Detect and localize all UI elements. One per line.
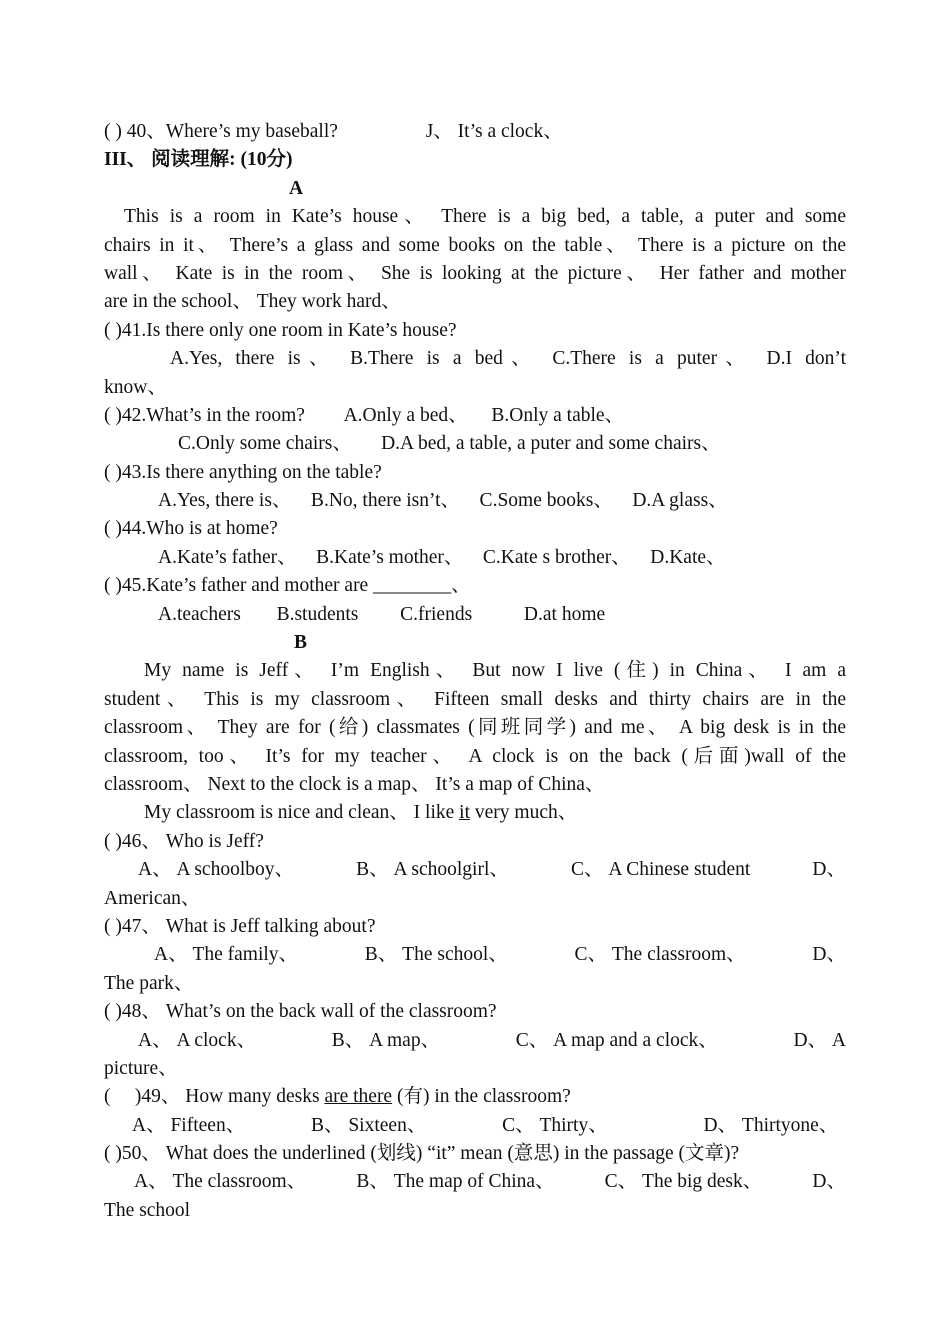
q49-stem-pre: ( )49、 How many desks	[104, 1086, 325, 1108]
q48-option-b: B、 A map、	[331, 1029, 441, 1051]
q42-stem-row	[104, 402, 846, 430]
q42-options-2: C.Only some chairs、 D.A bed, a table, a puter and some chairs、	[178, 433, 721, 455]
q47-option-c: C、 The classroom、	[574, 944, 746, 966]
passage-a-line-4: are in the school、 They work hard、	[104, 291, 401, 313]
q46-option-c: C、 A Chinese student	[571, 859, 751, 881]
q48-option-c: C、 A map and a clock、	[515, 1029, 718, 1051]
q45-option-a: A.teachers	[158, 603, 241, 625]
q42-option-b: B.Only a table、	[491, 404, 625, 426]
q49-option-a: A、 Fifteen、	[132, 1114, 246, 1136]
worksheet-page	[104, 118, 846, 1225]
passage-b-line-5: classroom、 Next to the clock is a map、 It’s a map of China、	[104, 773, 605, 795]
q45-option-b: B.students	[276, 603, 359, 625]
q43-stem: ( )43.Is there anything on the table?	[104, 461, 382, 483]
q42-option-a: A.Only a bed、	[343, 404, 468, 426]
q49-option-d: D、 Thirtyone、	[703, 1114, 839, 1136]
passage-b-label: B	[294, 632, 308, 654]
q41-wrap: know、	[104, 376, 167, 398]
section-title: III、 阅读理解: (10分)	[104, 149, 293, 171]
q40-answer: J、 It’s a clock、	[425, 121, 563, 142]
q46-options	[104, 856, 846, 884]
q44-options: A.Kate’s father、 B.Kate’s mother、 C.Kate s brother、 D.Kate、	[158, 546, 726, 568]
q46-option-d: D、	[812, 859, 846, 881]
passage-a-line-3: wall、 Kate is in the room、 She is looking at the picture、 Her father and mother	[104, 262, 846, 284]
q49-options	[104, 1112, 846, 1140]
passage-b-line-2: student、 This is my classroom、 Fifteen small desks and thirty chairs are in the	[104, 688, 846, 710]
q44-stem: ( )44.Who is at home?	[104, 518, 278, 540]
passage-b-last-post: very much、	[470, 802, 578, 824]
q49-stem	[104, 1083, 846, 1111]
q46-option-b: B、 A schoolgirl、	[356, 859, 509, 881]
q45-options	[104, 601, 846, 629]
passage-a-label: A	[289, 177, 304, 199]
passage-b-line-4: classroom, too、 It’s for my teacher、 A clock is on the back (后面)wall of the	[104, 745, 846, 767]
q48-option-a: A、 A clock、	[138, 1029, 257, 1051]
q47-option-d: D、	[812, 944, 846, 966]
passage-b-line-3: classroom、 They are for (给) classmates (同班同学) and me、 A big desk is in the	[104, 717, 846, 739]
question-40	[104, 118, 846, 146]
q49-stem-post: (有) in the classroom?	[392, 1086, 571, 1108]
q48-wrap: picture、	[104, 1057, 178, 1079]
q48-options	[104, 1027, 846, 1055]
q47-stem: ( )47、 What is Jeff talking about?	[104, 915, 376, 937]
q40-text: 40、Where’s my baseball?	[126, 121, 338, 142]
passage-a-line-1: This is a room in Kate’s house、 There is a big bed, a table, a puter and some	[124, 206, 846, 228]
passage-b-last-pre: My classroom is nice and clean、 I like	[144, 802, 460, 824]
q46-option-a: A、 A schoolboy、	[138, 859, 295, 881]
q50-option-d: D、	[812, 1171, 846, 1193]
q50-options	[104, 1168, 846, 1196]
q45-option-c: C.friends	[400, 603, 473, 625]
q40-paren: ( )	[104, 121, 122, 142]
q50-option-a: A、 The classroom、	[134, 1171, 307, 1193]
q49-option-b: B、 Sixteen、	[310, 1114, 427, 1136]
passage-b-line-1: My name is Jeff、 I’m English、 But now I live (住) in China、 I am a	[144, 660, 846, 682]
q50-option-b: B、 The map of China、	[356, 1171, 555, 1193]
q48-stem: ( )48、 What’s on the back wall of the classroom?	[104, 1001, 497, 1023]
q43-options: A.Yes, there is、 B.No, there isn’t、 C.Some books、 D.A glass、	[158, 490, 728, 512]
q48-option-d: D、 A	[793, 1029, 846, 1051]
q47-option-a: A、 The family、	[154, 944, 299, 966]
q46-wrap: American、	[104, 887, 201, 909]
q50-stem: ( )50、 What does the underlined (划线) “it” mean (意思) in the passage (文章)?	[104, 1143, 740, 1165]
q47-option-b: B、 The school、	[364, 944, 508, 966]
q47-options	[104, 941, 846, 969]
passage-b-last-line	[104, 799, 846, 827]
q41-options: A.Yes, there is、 B.There is a bed、 C.There is a puter、 D.I don’t	[170, 348, 846, 370]
q41-stem: ( )41.Is there only one room in Kate’s house?	[104, 319, 457, 341]
underlined-it: it	[459, 802, 471, 824]
q47-wrap: The park、	[104, 972, 194, 994]
q49-option-c: C、 Thirty、	[502, 1114, 608, 1136]
q46-stem: ( )46、 Who is Jeff?	[104, 830, 264, 852]
q45-stem: ( )45.Kate’s father and mother are ________、	[104, 575, 471, 597]
q50-wrap: The school	[104, 1199, 191, 1221]
passage-a-line-2: chairs in it、 There’s a glass and some books on the table、 There is a picture on the	[104, 234, 846, 256]
q49-stem-underlined: are there	[324, 1086, 393, 1108]
q42-stem: ( )42.What’s in the room?	[104, 404, 305, 426]
q50-option-c: C、 The big desk、	[604, 1171, 763, 1193]
q45-option-d: D.at home	[523, 603, 606, 625]
